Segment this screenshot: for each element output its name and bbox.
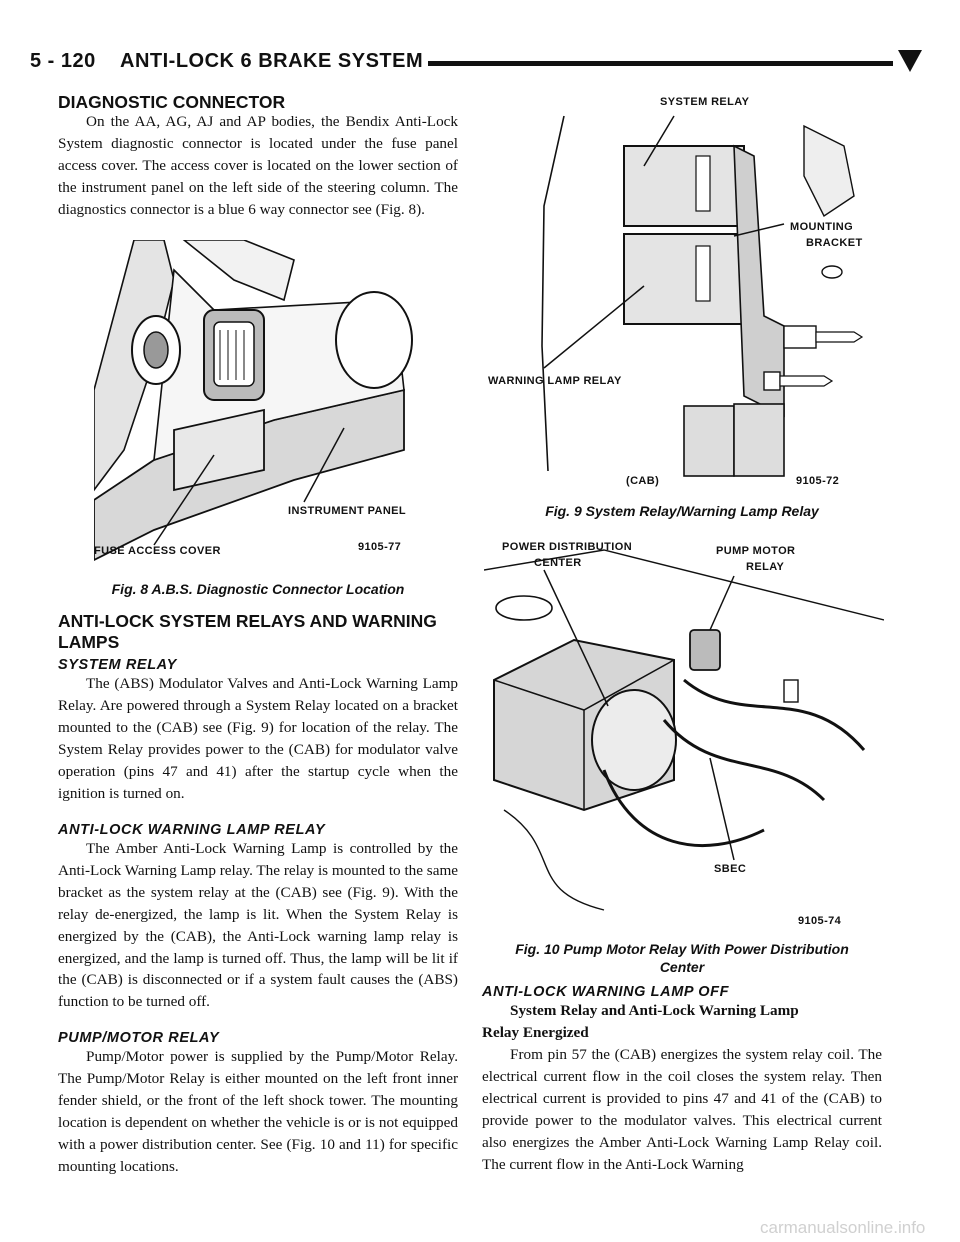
header-rule xyxy=(428,61,893,66)
fig10-code: 9105-74 xyxy=(798,915,842,927)
fig10-caption: Fig. 10 Pump Motor Relay With Power Distribution Center xyxy=(515,941,849,975)
diagnostic-connector-paragraph: On the AA, AG, AJ and AP bodies, the Bendix Anti-Lock System diagnostic connector is located under the fuse panel access cover. The access cover is located on the lower section of the instrument panel on the left side of the steering column. The diagnostics connector is a blue 6 way connector see (Fig. 8). xyxy=(58,113,458,218)
fig9-label-bracket: BRACKET xyxy=(806,237,863,249)
section-title: ANTI-LOCK 6 BRAKE SYSTEM xyxy=(120,50,424,72)
page-number: 5 - 120 xyxy=(30,50,96,72)
fig8-caption: Fig. 8 A.B.S. Diagnostic Connector Location xyxy=(111,581,405,597)
watermark: carmanualsonline.info xyxy=(760,1218,926,1237)
fig10-label-pump-motor: PUMP MOTOR xyxy=(716,545,796,557)
warning-relay-paragraph: The Amber Anti-Lock Warning Lamp is controlled by the Anti-Lock Warning Lamp relay. The relay is mounted to the same bracket as the system relay at the (CAB) see (Fig. 9). With the relay de-energized, the lamp is lit. When the System Relay is energized by the (CAB), the Anti-Lock warning lamp relay is energized, and the lamp is turned off. Thus, the lamp will be lit if the (CAB) is disconnected or if a system fault causes the (ABS) function to be turned off. xyxy=(58,840,459,1011)
fig10-label-power-distribution: POWER DISTRIBUTION xyxy=(502,541,633,553)
diagnostic-connector-heading: DIAGNOSTIC CONNECTOR xyxy=(58,92,286,112)
fig8-label-fuse-access-cover: FUSE ACCESS COVER xyxy=(94,545,221,557)
fig8-diagram xyxy=(94,240,422,568)
fig10-diagram xyxy=(484,530,884,936)
page-header xyxy=(30,46,930,78)
fig10-label-relay: RELAY xyxy=(746,561,785,573)
relays-heading: ANTI-LOCK SYSTEM RELAYS AND WARNING LAMPS xyxy=(58,611,437,652)
fig9-diagram xyxy=(484,86,884,496)
pump-relay-paragraph: Pump/Motor power is supplied by the Pump/Motor Relay. The Pump/Motor Relay is either mounted on the left front inner fender shield, or the front of the left shock tower. The mounting location is dependent on whether the vehicle is or is not equipped with a power distribution center. See (Fig. 10 and 11) for specific mounting locations. xyxy=(58,1048,458,1175)
pump-relay-heading: PUMP/MOTOR RELAY xyxy=(58,1030,220,1046)
fig9-caption: Fig. 9 System Relay/Warning Lamp Relay xyxy=(545,503,819,519)
fig8-code: 9105-77 xyxy=(358,541,402,553)
lamp-off-subheading: System Relay and Anti-Lock Warning Lamp Relay Energized xyxy=(482,1002,799,1041)
down-triangle-icon xyxy=(898,50,922,72)
system-relay-heading: SYSTEM RELAY xyxy=(58,657,177,673)
lamp-off-paragraph: From pin 57 the (CAB) energizes the system relay coil. The electrical current flow in the coil closes the system relay. Then electrical current is provided to pins 47 and 41 of the (CAB) to provide power to the modulator valves. This electrical current also energizes the Amber Anti-Lock Warning Lamp Relay coil. The current flow in the Anti-Lock Warning xyxy=(482,1046,882,1173)
fig9-label-system-relay: SYSTEM RELAY xyxy=(660,96,750,108)
fig10-label-center: CENTER xyxy=(534,557,582,569)
header-title-line xyxy=(30,50,423,73)
lamp-off-heading: ANTI-LOCK WARNING LAMP OFF xyxy=(482,984,730,1000)
fig8-label-instrument-panel: INSTRUMENT PANEL xyxy=(288,505,407,517)
fig10-label-sbec: SBEC xyxy=(714,863,747,875)
warning-relay-heading: ANTI-LOCK WARNING LAMP RELAY xyxy=(58,822,326,838)
fig9-label-warning-lamp-relay: WARNING LAMP RELAY xyxy=(488,375,622,387)
fig9-code: 9105-72 xyxy=(796,475,840,487)
fig9-label-cab: (CAB) xyxy=(626,475,660,487)
fig9-label-mounting: MOUNTING xyxy=(790,221,854,233)
system-relay-paragraph: The (ABS) Modulator Valves and Anti-Lock Warning Lamp Relay. Are powered through a System Relay located on a bracket mounted to the (CAB) see (Fig. 9) for location of the relay. The System Relay provides power to the (CAB) for modulator valve operation (pins 47 and 41) after the startup cycle when the ignition is turned on. xyxy=(58,675,458,802)
